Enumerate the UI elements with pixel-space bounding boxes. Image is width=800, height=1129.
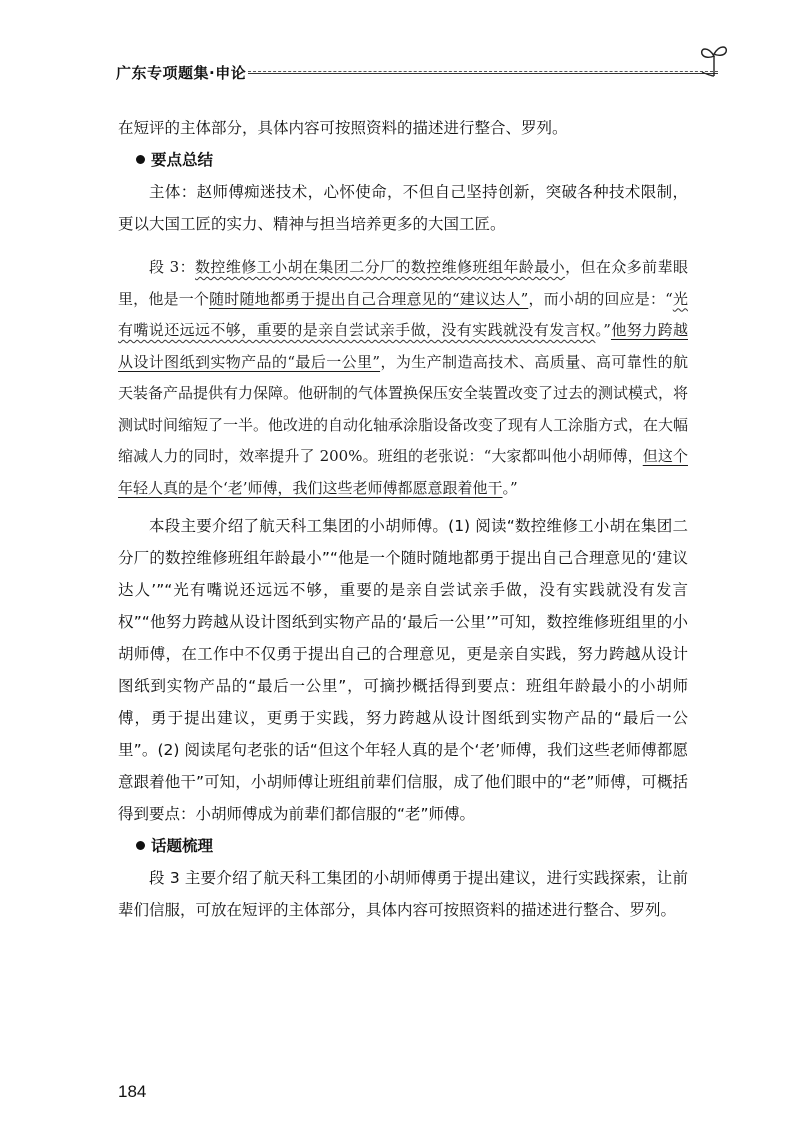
quote-underlined-segment: 数控维修工小胡在集团二分厂的数控维修班组年龄最小 [195, 258, 566, 276]
section-heading-key-points [118, 144, 688, 176]
section-heading-topic [118, 830, 688, 862]
page-header [116, 60, 726, 90]
book-title: 广东专项题集·申论 [116, 64, 247, 82]
bullet-icon [136, 155, 145, 164]
paragraph-summary: 主体：赵师傅痴迷技术，心怀使命，不但自己坚持创新，突破各种技术限制，更以大国工匠的实力、精神与担当培养更多的大国工匠。 [118, 183, 688, 233]
sprout-icon [696, 40, 732, 78]
quote-underlined-segment: 随时随地都勇于提出自己合理意见的“建议达人” [209, 289, 529, 308]
quote-segment: ，但在众多前辈眼里，他是一个 [118, 258, 688, 308]
quote-segment: 。” [502, 478, 518, 497]
quote-underlined-segment: 他努力跨越从设计图纸到实物产品的“最后一公里” [118, 321, 688, 371]
section-heading-label: 要点总结 [151, 151, 214, 169]
page-number: 184 [118, 1082, 147, 1101]
paragraph-topic: 段 3 主要介绍了航天科工集团的小胡师傅勇于提出建议，进行实践探索，让前辈们信服，可放在短评的主体部分，具体内容可按照资料的描述进行整合、罗列。 [118, 869, 688, 919]
header-dashed-rule [248, 71, 718, 72]
section-heading-label: 话题梳理 [151, 837, 214, 855]
paragraph-intro: 在短评的主体部分，具体内容可按照资料的描述进行整合、罗列。 [118, 119, 568, 137]
bullet-icon [136, 841, 145, 850]
paragraph-analysis: 本段主要介绍了航天科工集团的小胡师傅。(1) 阅读“数控维修工小胡在集团二分厂的数控维修班组年龄最小”“他是一个随时随地都勇于提出自己合理意见的‘建议达人’”“光有嘴说还远远不够，重要的是亲自尝试亲手做，没有实践就没有发言权”“他努力跨越从设计图纸到实物产品的‘最后一公里’”可知，数控维修班组里的小胡师傅，在工作中不仅勇于提出自己的合理意见，更是亲自实践，努力跨越从设计图纸到实物产品的“最后一公里”，可摘抄概括得到要点：班组年龄最小的小胡师傅，勇于提出建议，更勇于实践，努力跨越从设计图纸到实物产品的“最后一公里”。(2) 阅读尾句老张的话“但这个年轻人真的是个‘老’师傅，我们这些老师傅都愿意跟着他干”可知，小胡师傅让班组前辈们信服，成了他们眼中的“老”师傅，可概括得到要点：小胡师傅成为前辈们都信服的“老”师傅。 [118, 517, 688, 823]
quote-underlined-segment: 光有嘴说还远远不够，重要的是亲自尝试亲手做，没有实践就没有发言权 [118, 289, 688, 339]
quote-underlined-segment: 但这个年轻人真的是个‘老’师傅，我们这些老师傅都愿意跟着他干 [118, 447, 688, 497]
quote-segment: ，为生产制造高技术、高质量、高可靠性的航天装备产品提供有力保障。他研制的气体置换保压安全装置改变了过去的测试模式，将测试时间缩短了一半。他改进的自动化轴承涂脂设备改变了现有人工涂脂方式，在大幅缩减人力的同时，效率提升了 200%。班组的老张说：“大家都叫他小胡师傅， [118, 352, 689, 465]
header-rule [248, 73, 718, 74]
page-content [118, 112, 688, 926]
quote-segment: 段 3： [149, 258, 195, 276]
quote-segment: 。” [595, 321, 611, 339]
quoted-material-paragraph [118, 252, 688, 504]
quote-segment: ，而小胡的回应是：“ [528, 289, 673, 308]
